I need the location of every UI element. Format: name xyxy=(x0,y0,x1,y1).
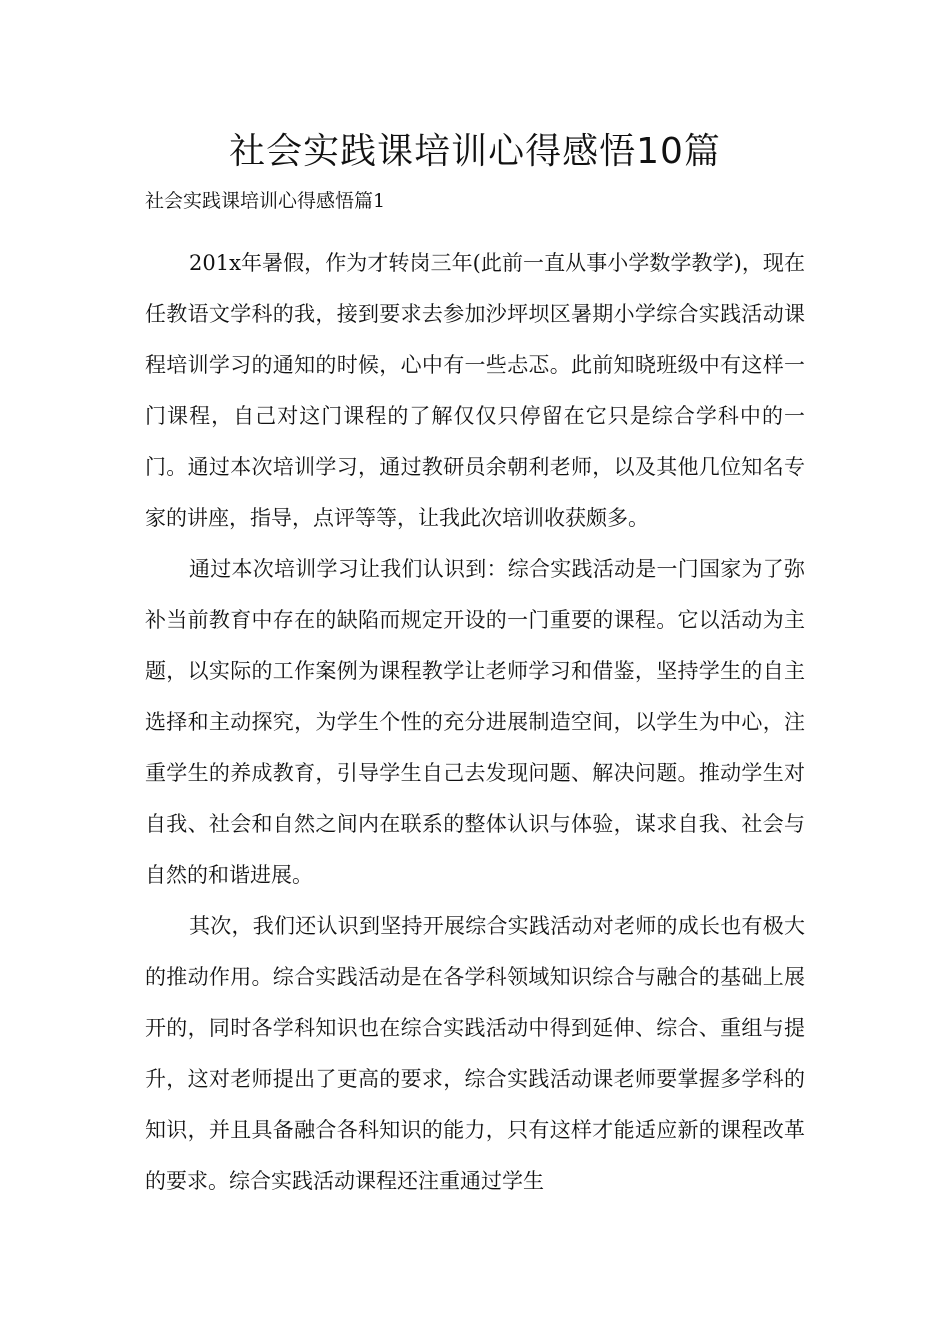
document-title: 社会实践课培训心得感悟10篇 xyxy=(229,131,721,172)
paragraph: 通过本次培训学习让我们认识到：综合实践活动是一门国家为了弥补当前教育中存在的缺陷而规定开设的一门重要的课程。它以活动为主题，以实际的工作案例为课程教学让老师学习和借鉴，坚持学生的自主选择和主动探究，为学生个性的充分进展制造空间，以学生为中心，注重学生的养成教育，引导学生自己去发现问题、解决问题。推动学生对自我、社会和自然之间内在联系的整体认识与体验，谋求自我、社会与自然的和谐进展。 xyxy=(145,557,805,887)
paragraph: 其次，我们还认识到坚持开展综合实践活动对老师的成长也有极大的推动作用。综合实践活动是在各学科领域知识综合与融合的基础上展开的，同时各学科知识也在综合实践活动中得到延伸、综合、重组与提升，这对老师提出了更高的要求，综合实践活动课老师要掌握多学科的知识，并且具备融合各科知识的能力，只有这样才能适应新的课程改革的要求。综合实践活动课程还注重通过学生 xyxy=(145,914,805,1193)
document-body xyxy=(145,238,805,1207)
section-heading: 社会实践课培训心得感悟篇1 xyxy=(145,190,386,212)
paragraph: 201x年暑假，作为才转岗三年(此前一直从事小学数学教学)，现在任教语文学科的我，接到要求去参加沙坪坝区暑期小学综合实践活动课程培训学习的通知的时候，心中有一些忐忑。此前知晓班级中有这样一门课程，自己对这门课程的了解仅仅只停留在它只是综合学科中的一门。通过本次培训学习，通过教研员余朝利老师，以及其他几位知名专家的讲座，指导，点评等等，让我此次培训收获颇多。 xyxy=(145,251,805,530)
